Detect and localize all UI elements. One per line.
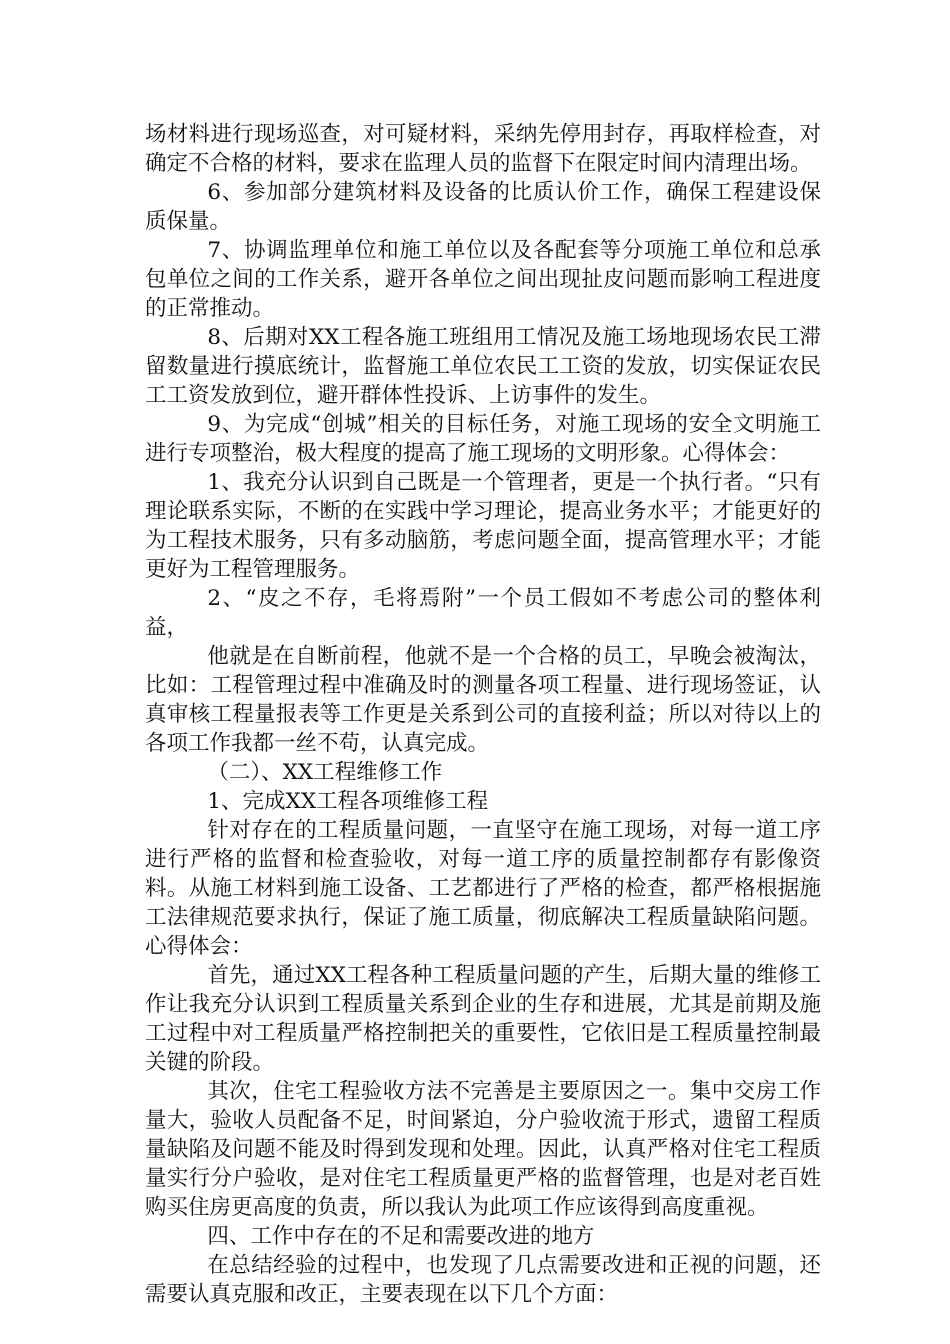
paragraph: 他就是在自断前程，他就不是一个合格的员工，早晚会被淘汰，比如：工程管理过程中准确及时的测量各项工程量、进行现场签证，认真审核工程量报表等工作更是关系到公司的直接利益；所以对待以上的各项工作我都一丝不苟，认真完成。: [145, 644, 821, 756]
paragraph: 9、为完成“创城”相关的目标任务，对施工现场的安全文明施工进行专项整治，极大程度的提高了施工现场的文明形象。心得体会：: [145, 412, 821, 466]
paragraph: 1、我充分认识到自己既是一个管理者，更是一个执行者。“只有理论联系实际，不断的在实践中学习理论，提高业务水平；才能更好的为工程技术服务，只有多动脑筋，考虑问题全面，提高管理水平；才能更好为工程管理服务。: [145, 470, 821, 582]
section-heading: （二）、XX工程维修工作: [207, 760, 443, 785]
paragraph: 首先，通过XX工程各种工程质量问题的产生，后期大量的维修工作让我充分认识到工程质量关系到企业的生存和进展，尤其是前期及施工过程中对工程质量严格控制把关的重要性，它依旧是工程质量控制最关键的阶段。: [145, 963, 821, 1075]
paragraph: 在总结经验的过程中，也发现了几点需要改进和正视的问题，还需要认真克服和改正，主要表现在以下几个方面：: [145, 1253, 821, 1307]
section-heading: 四、工作中存在的不足和需要改进的地方: [207, 1224, 595, 1249]
paragraph: 2、“皮之不存，毛将焉附”一个员工假如不考虑公司的整体利益，: [145, 586, 821, 640]
paragraph: 6、参加部分建筑材料及设备的比质认价工作，确保工程建设保质保量。: [145, 180, 821, 234]
paragraph: 8、后期对XX工程各施工班组用工情况及施工场地现场农民工滞留数量进行摸底统计，监督施工单位农民工工资的发放，切实保证农民工工资发放到位，避开群体性投诉、上访事件的发生。: [145, 325, 821, 408]
document-body: [145, 120, 821, 1309]
paragraph: 场材料进行现场巡查，对可疑材料，采纳先停用封存，再取样检查，对确定不合格的材料，要求在监理人员的监督下在限定时间内清理出场。: [145, 122, 821, 176]
paragraph: 7、协调监理单位和施工单位以及各配套等分项施工单位和总承包单位之间的工作关系，避开各单位之间出现扯皮问题而影响工程进度的正常推动。: [145, 238, 821, 321]
subsection-heading: 1、完成XX工程各项维修工程: [207, 789, 489, 814]
paragraph: 其次，住宅工程验收方法不完善是主要原因之一。集中交房工作量大，验收人员配备不足，时间紧迫，分户验收流于形式，遗留工程质量缺陷及问题不能及时得到发现和处理。因此，认真严格对住宅工程质量实行分户验收，是对住宅工程质量更严格的监督管理，也是对老百姓购买住房更高度的负责，所以我认为此项工作应该得到高度重视。: [145, 1079, 821, 1220]
paragraph: 针对存在的工程质量问题，一直坚守在施工现场，对每一道工序进行严格的监督和检查验收，对每一道工序的质量控制都存有影像资料。从施工材料到施工设备、工艺都进行了严格的检查，都严格根据施工法律规范要求执行，保证了施工质量，彻底解决工程质量缺陷问题。心得体会：: [145, 818, 821, 959]
